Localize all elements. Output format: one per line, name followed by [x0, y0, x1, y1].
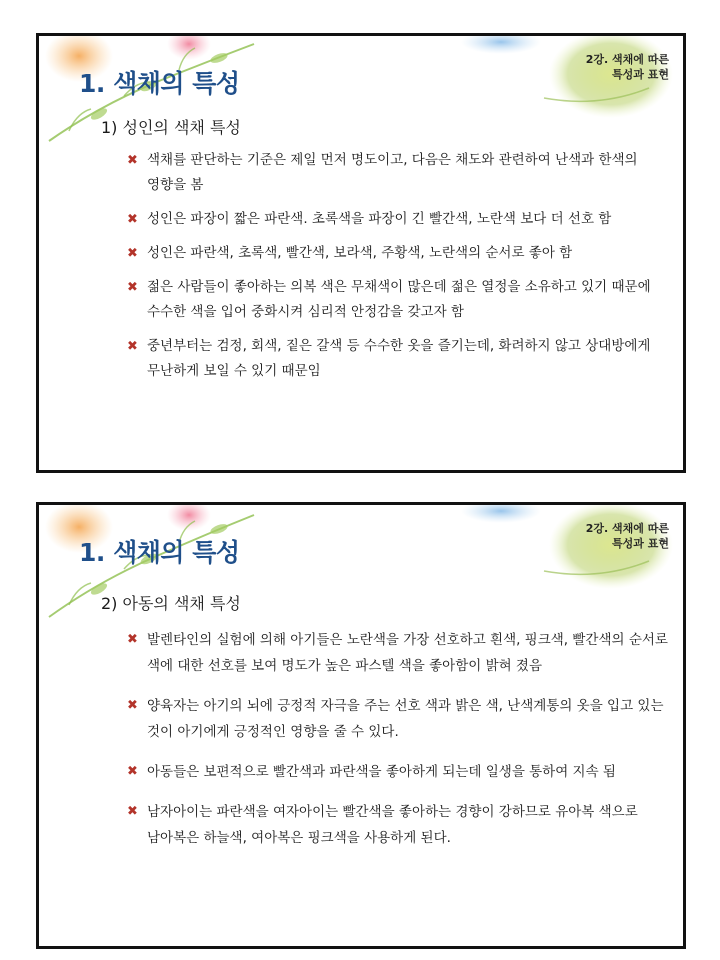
slide-adult-color — [36, 33, 686, 473]
bullet-item — [127, 334, 669, 384]
x-mark-icon: ✖ — [127, 764, 138, 779]
bullet-item — [127, 799, 669, 851]
bullet-text: 색채를 판단하는 기준은 제일 먼저 명도이고, 다음은 채도와 관련하여 난색과 한색의 영향을 봄 — [147, 152, 638, 193]
lecture-badge — [529, 521, 669, 551]
bullet-item — [127, 693, 669, 745]
bullet-item — [127, 627, 669, 679]
x-mark-icon: ✖ — [127, 632, 138, 647]
lecture-badge — [529, 52, 669, 82]
bullet-text: 중년부터는 검정, 회색, 짙은 갈색 등 수수한 옷을 즐기는데, 화려하지 않고 상대방에게 무난하게 보일 수 있기 때문임 — [147, 338, 651, 379]
section-subtitle: 2) 아동의 색채 특성 — [101, 594, 241, 613]
lecture-badge-line2: 특성과 표현 — [612, 537, 669, 550]
bullet-text: 양육자는 아기의 뇌에 긍정적 자극을 주는 선호 색과 밝은 색, 난색계통의 옷을 입고 있는 것이 아기에게 긍정적인 영향을 줄 수 있다. — [147, 698, 664, 740]
x-mark-icon: ✖ — [127, 153, 138, 168]
bullet-text: 발렌타인의 실험에 의해 아기들은 노란색을 가장 선호하고 흰색, 핑크색, 빨간색의 순서로 색에 대한 선호를 보여 명도가 높은 파스텔 색을 좋아함이 밝혀 졌음 — [147, 632, 668, 674]
x-mark-icon: ✖ — [127, 698, 138, 713]
bullet-text: 젊은 사람들이 좋아하는 의복 색은 무채색이 많은데 젊은 열정을 소유하고 있기 때문에 수수한 색을 입어 중화시켜 심리적 안정감을 갖고자 함 — [147, 279, 651, 320]
bullet-text: 성인은 파란색, 초록색, 빨간색, 보라색, 주황색, 노란색의 순서로 좋아 함 — [147, 245, 573, 261]
x-mark-icon: ✖ — [127, 212, 138, 227]
x-mark-icon: ✖ — [127, 804, 138, 819]
lecture-badge-line2: 특성과 표현 — [612, 68, 669, 81]
x-mark-icon: ✖ — [127, 246, 138, 261]
x-mark-icon: ✖ — [127, 339, 138, 354]
slide-title: 1. 색채의 특성 — [79, 538, 240, 567]
slide-title: 1. 색채의 특성 — [79, 69, 240, 98]
lecture-badge-line1: 2강. 색채에 따른 — [585, 53, 669, 66]
bullet-item — [127, 148, 669, 198]
x-mark-icon: ✖ — [127, 280, 138, 295]
bullet-item — [127, 207, 669, 232]
bullet-list — [127, 627, 669, 865]
bullet-text: 남자아이는 파란색을 여자아이는 빨간색을 좋아하는 경향이 강하므로 유아복 색으로 남아복은 하늘색, 여아복은 핑크색을 사용하게 된다. — [147, 804, 638, 846]
bullet-item — [127, 759, 669, 785]
section-subtitle: 1) 성인의 색채 특성 — [101, 118, 241, 137]
slide-child-color — [36, 502, 686, 949]
bullet-item — [127, 275, 669, 325]
bullet-text: 아동들은 보편적으로 빨간색과 파란색을 좋아하게 되는데 일생을 통하여 지속 됨 — [147, 764, 616, 780]
bullet-item — [127, 241, 669, 266]
bullet-text: 성인은 파장이 짧은 파란색. 초록색을 파장이 긴 빨간색, 노란색 보다 더 선호 함 — [147, 211, 612, 227]
lecture-badge-line1: 2강. 색채에 따른 — [585, 522, 669, 535]
bullet-list — [127, 148, 669, 393]
